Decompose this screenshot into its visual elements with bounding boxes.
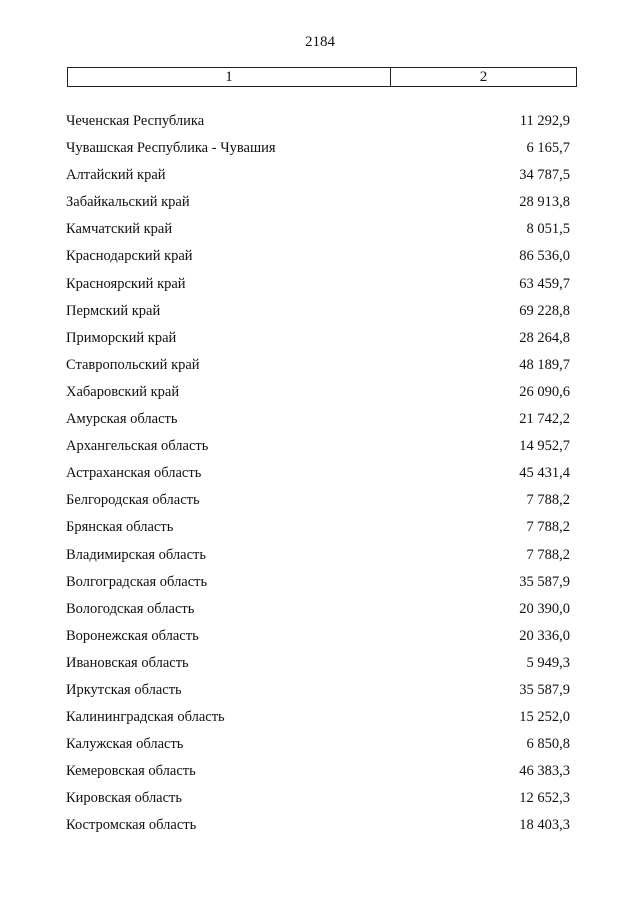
region-name: Костромская область [66,817,197,834]
region-value: 12 652,3 [519,790,570,807]
region-name: Краснодарский край [66,248,193,265]
region-name: Калининградская область [66,709,225,726]
region-value: 5 949,3 [526,654,570,671]
table-row [0,601,640,628]
table-row [0,140,640,167]
region-value: 20 390,0 [519,600,570,617]
region-name: Калужская область [66,736,184,753]
table-row [0,465,640,492]
table-row [0,655,640,682]
data-table-body [0,113,640,845]
region-value: 46 383,3 [519,763,570,780]
region-name: Забайкальский край [66,194,190,211]
table-row [0,248,640,275]
region-name: Амурская область [66,411,178,428]
region-name: Пермский край [66,302,161,319]
table-row [0,276,640,303]
region-value: 28 264,8 [519,329,570,346]
region-value: 48 189,7 [519,356,570,373]
region-value: 7 788,2 [526,519,570,536]
table-row [0,411,640,438]
table-header [67,67,577,87]
table-row [0,709,640,736]
table-row [0,763,640,790]
region-value: 28 913,8 [519,194,570,211]
region-value: 69 228,8 [519,302,570,319]
table-row [0,303,640,330]
table-row [0,492,640,519]
region-value: 35 587,9 [519,681,570,698]
region-name: Белгородская область [66,492,200,509]
table-row [0,547,640,574]
region-name: Приморский край [66,329,177,346]
region-name: Вологодская область [66,600,195,617]
region-value: 26 090,6 [519,383,570,400]
table-row [0,221,640,248]
table-row [0,113,640,140]
region-value: 7 788,2 [526,546,570,563]
region-value: 18 403,3 [519,817,570,834]
region-name: Астраханская область [66,465,202,482]
table-row [0,574,640,601]
region-name: Воронежская область [66,627,199,644]
table-row [0,384,640,411]
region-name: Чувашская Республика - Чувашия [66,140,276,157]
region-value: 21 742,2 [519,411,570,428]
region-value: 6 165,7 [526,140,570,157]
column-header-1: 1 [68,68,391,86]
region-name: Ставропольский край [66,356,200,373]
table-row [0,519,640,546]
region-value: 34 787,5 [519,167,570,184]
region-value: 20 336,0 [519,627,570,644]
region-name: Ивановская область [66,654,189,671]
region-value: 11 292,9 [519,113,570,129]
table-row [0,438,640,465]
region-name: Кемеровская область [66,763,196,780]
region-name: Кировская область [66,790,183,807]
region-name: Камчатский край [66,221,173,238]
region-value: 7 788,2 [526,492,570,509]
page-number: 2184 [305,34,335,50]
region-name: Брянская область [66,519,174,536]
region-value: 6 850,8 [526,736,570,753]
region-name: Чеченская Республика [66,113,205,129]
table-row [0,817,640,844]
region-value: 8 051,5 [526,221,570,238]
table-row [0,682,640,709]
region-name: Владимирская область [66,546,206,563]
table-row [0,736,640,763]
region-value: 35 587,9 [519,573,570,590]
column-header-2: 2 [479,69,488,85]
region-value: 63 459,7 [519,275,570,292]
region-name: Красноярский край [66,275,186,292]
region-name: Волгоградская область [66,573,208,590]
table-row [0,357,640,384]
region-value: 86 536,0 [519,248,570,265]
region-value: 45 431,4 [519,465,570,482]
region-value: 14 952,7 [519,438,570,455]
region-name: Иркутская область [66,681,182,698]
table-row [0,790,640,817]
region-value: 15 252,0 [519,709,570,726]
table-row [0,194,640,221]
region-name: Хабаровский край [66,383,180,400]
table-row [0,330,640,357]
table-row [0,628,640,655]
region-name: Алтайский край [66,167,166,184]
region-name: Архангельская область [66,438,209,455]
table-row [0,167,640,194]
